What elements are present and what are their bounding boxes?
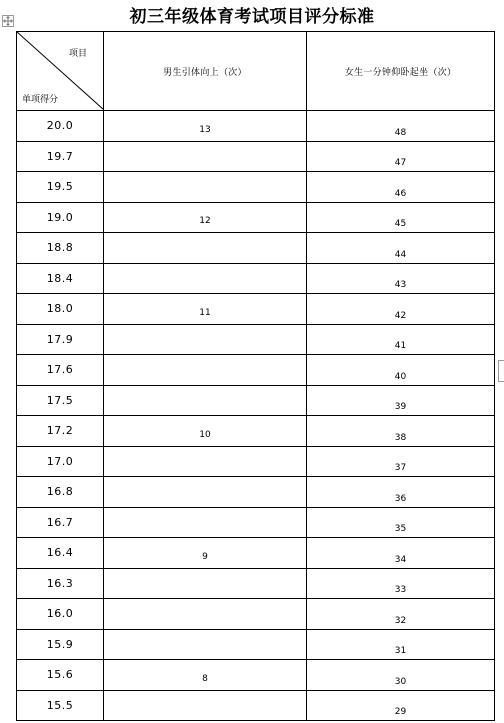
girls-situps-cell (307, 416, 495, 447)
girls-situps-value: 37 (394, 463, 407, 473)
boys-pullups-value: 11 (199, 307, 211, 318)
score-cell: 15.5 (17, 690, 104, 721)
girls-situps-value: 33 (394, 585, 407, 595)
table-resize-marker[interactable] (498, 360, 504, 382)
girls-situps-value: 48 (394, 127, 407, 138)
score-cell: 19.7 (17, 141, 104, 172)
boys-pullups-cell (104, 111, 307, 142)
girls-situps-cell (307, 477, 495, 508)
score-cell: 19.0 (17, 202, 104, 233)
table-row (17, 568, 495, 599)
score-cell: 18.0 (17, 294, 104, 325)
girls-situps-cell (307, 629, 495, 660)
table-row (17, 355, 495, 386)
table-row (17, 660, 495, 691)
girls-situps-cell (307, 111, 495, 142)
table-row (17, 385, 495, 416)
table-row (17, 202, 495, 233)
boys-pullups-cell (104, 355, 307, 386)
girls-situps-value: 42 (394, 310, 407, 321)
girls-situps-cell (307, 172, 495, 203)
girls-situps-value: 38 (394, 432, 407, 443)
table-row (17, 324, 495, 355)
table-row (17, 294, 495, 325)
table-body (17, 111, 495, 721)
boys-pullups-cell (104, 385, 307, 416)
boys-pullups-cell (104, 660, 307, 691)
girls-situps-cell (307, 355, 495, 386)
girls-situps-cell (307, 324, 495, 355)
girls-situps-value: 44 (394, 249, 407, 260)
girls-situps-cell (307, 385, 495, 416)
table-row (17, 538, 495, 569)
girls-situps-cell (307, 538, 495, 569)
boys-pullups-value: 10 (199, 429, 211, 440)
score-cell: 17.6 (17, 355, 104, 386)
boys-pullups-value: 13 (199, 124, 211, 135)
score-cell: 17.0 (17, 446, 104, 477)
table-row (17, 141, 495, 172)
girls-situps-cell (307, 233, 495, 264)
table-row (17, 416, 495, 447)
boys-pullups-value: 9 (202, 551, 208, 562)
girls-situps-value: 40 (394, 371, 407, 382)
boys-pullups-cell (104, 294, 307, 325)
table-row (17, 599, 495, 630)
boys-pullup-header: 男生引体向上（次） (104, 32, 307, 111)
girls-situps-cell (307, 263, 495, 294)
girls-situps-value: 39 (394, 402, 407, 412)
table-row (17, 507, 495, 538)
girls-situps-value: 43 (394, 280, 407, 290)
boys-pullups-cell (104, 141, 307, 172)
score-label: 单项得分 (22, 95, 59, 105)
boys-pullups-cell (104, 477, 307, 508)
score-cell: 16.4 (17, 538, 104, 569)
scoring-table (16, 31, 495, 721)
score-cell: 16.3 (17, 568, 104, 599)
girls-situps-cell (307, 568, 495, 599)
score-cell: 19.5 (17, 172, 104, 203)
table-header-row (17, 32, 495, 111)
score-cell: 16.0 (17, 599, 104, 630)
boys-pullups-cell (104, 324, 307, 355)
girls-situp-header: 女生一分钟仰卧起坐（次） (307, 32, 495, 111)
boys-pullups-cell (104, 568, 307, 599)
boys-pullups-cell (104, 233, 307, 264)
girls-situps-value: 29 (394, 707, 407, 717)
score-cell: 18.8 (17, 233, 104, 264)
girls-situps-cell (307, 599, 495, 630)
girls-situps-cell (307, 690, 495, 721)
table-row (17, 111, 495, 142)
score-cell: 17.9 (17, 324, 104, 355)
score-cell: 15.6 (17, 660, 104, 691)
girls-situps-cell (307, 141, 495, 172)
boys-pullups-value: 8 (202, 673, 208, 684)
table-row (17, 629, 495, 660)
girls-situps-value: 45 (394, 219, 407, 229)
boys-pullups-cell (104, 172, 307, 203)
girls-situps-value: 32 (394, 615, 407, 626)
girls-situps-value: 41 (394, 341, 407, 351)
table-row (17, 233, 495, 264)
score-cell: 20.0 (17, 111, 104, 142)
score-cell: 17.5 (17, 385, 104, 416)
table-row (17, 690, 495, 721)
girls-situps-cell (307, 202, 495, 233)
table-row (17, 172, 495, 203)
page-title: 初三年级体育考试项目评分标准 (129, 7, 375, 27)
boys-pullups-cell (104, 599, 307, 630)
girls-situps-value: 30 (394, 676, 407, 687)
boys-pullups-cell (104, 629, 307, 660)
girls-situps-value: 35 (394, 524, 407, 534)
table-row (17, 263, 495, 294)
girls-situps-value: 46 (394, 188, 407, 199)
boys-pullups-cell (104, 690, 307, 721)
score-cell: 17.2 (17, 416, 104, 447)
boys-pullups-cell (104, 507, 307, 538)
girls-situps-value: 47 (394, 158, 407, 168)
score-cell: 15.9 (17, 629, 104, 660)
girls-situps-cell (307, 294, 495, 325)
score-cell: 16.8 (17, 477, 104, 508)
girls-situps-cell (307, 507, 495, 538)
boys-pullups-cell (104, 446, 307, 477)
girls-situps-value: 36 (394, 493, 407, 504)
score-cell: 18.4 (17, 263, 104, 294)
girls-situps-value: 31 (394, 646, 407, 656)
boys-pullups-cell (104, 416, 307, 447)
girls-situps-value: 34 (394, 554, 407, 565)
item-label: 项目 (68, 49, 87, 59)
boys-pullups-cell (104, 538, 307, 569)
table-row (17, 477, 495, 508)
boys-pullups-value: 12 (199, 216, 211, 227)
boys-pullups-cell (104, 202, 307, 233)
boys-pullups-cell (104, 263, 307, 294)
girls-situps-cell (307, 446, 495, 477)
girls-situps-cell (307, 660, 495, 691)
diagonal-header-cell (17, 32, 104, 111)
table-row (17, 446, 495, 477)
score-cell: 16.7 (17, 507, 104, 538)
